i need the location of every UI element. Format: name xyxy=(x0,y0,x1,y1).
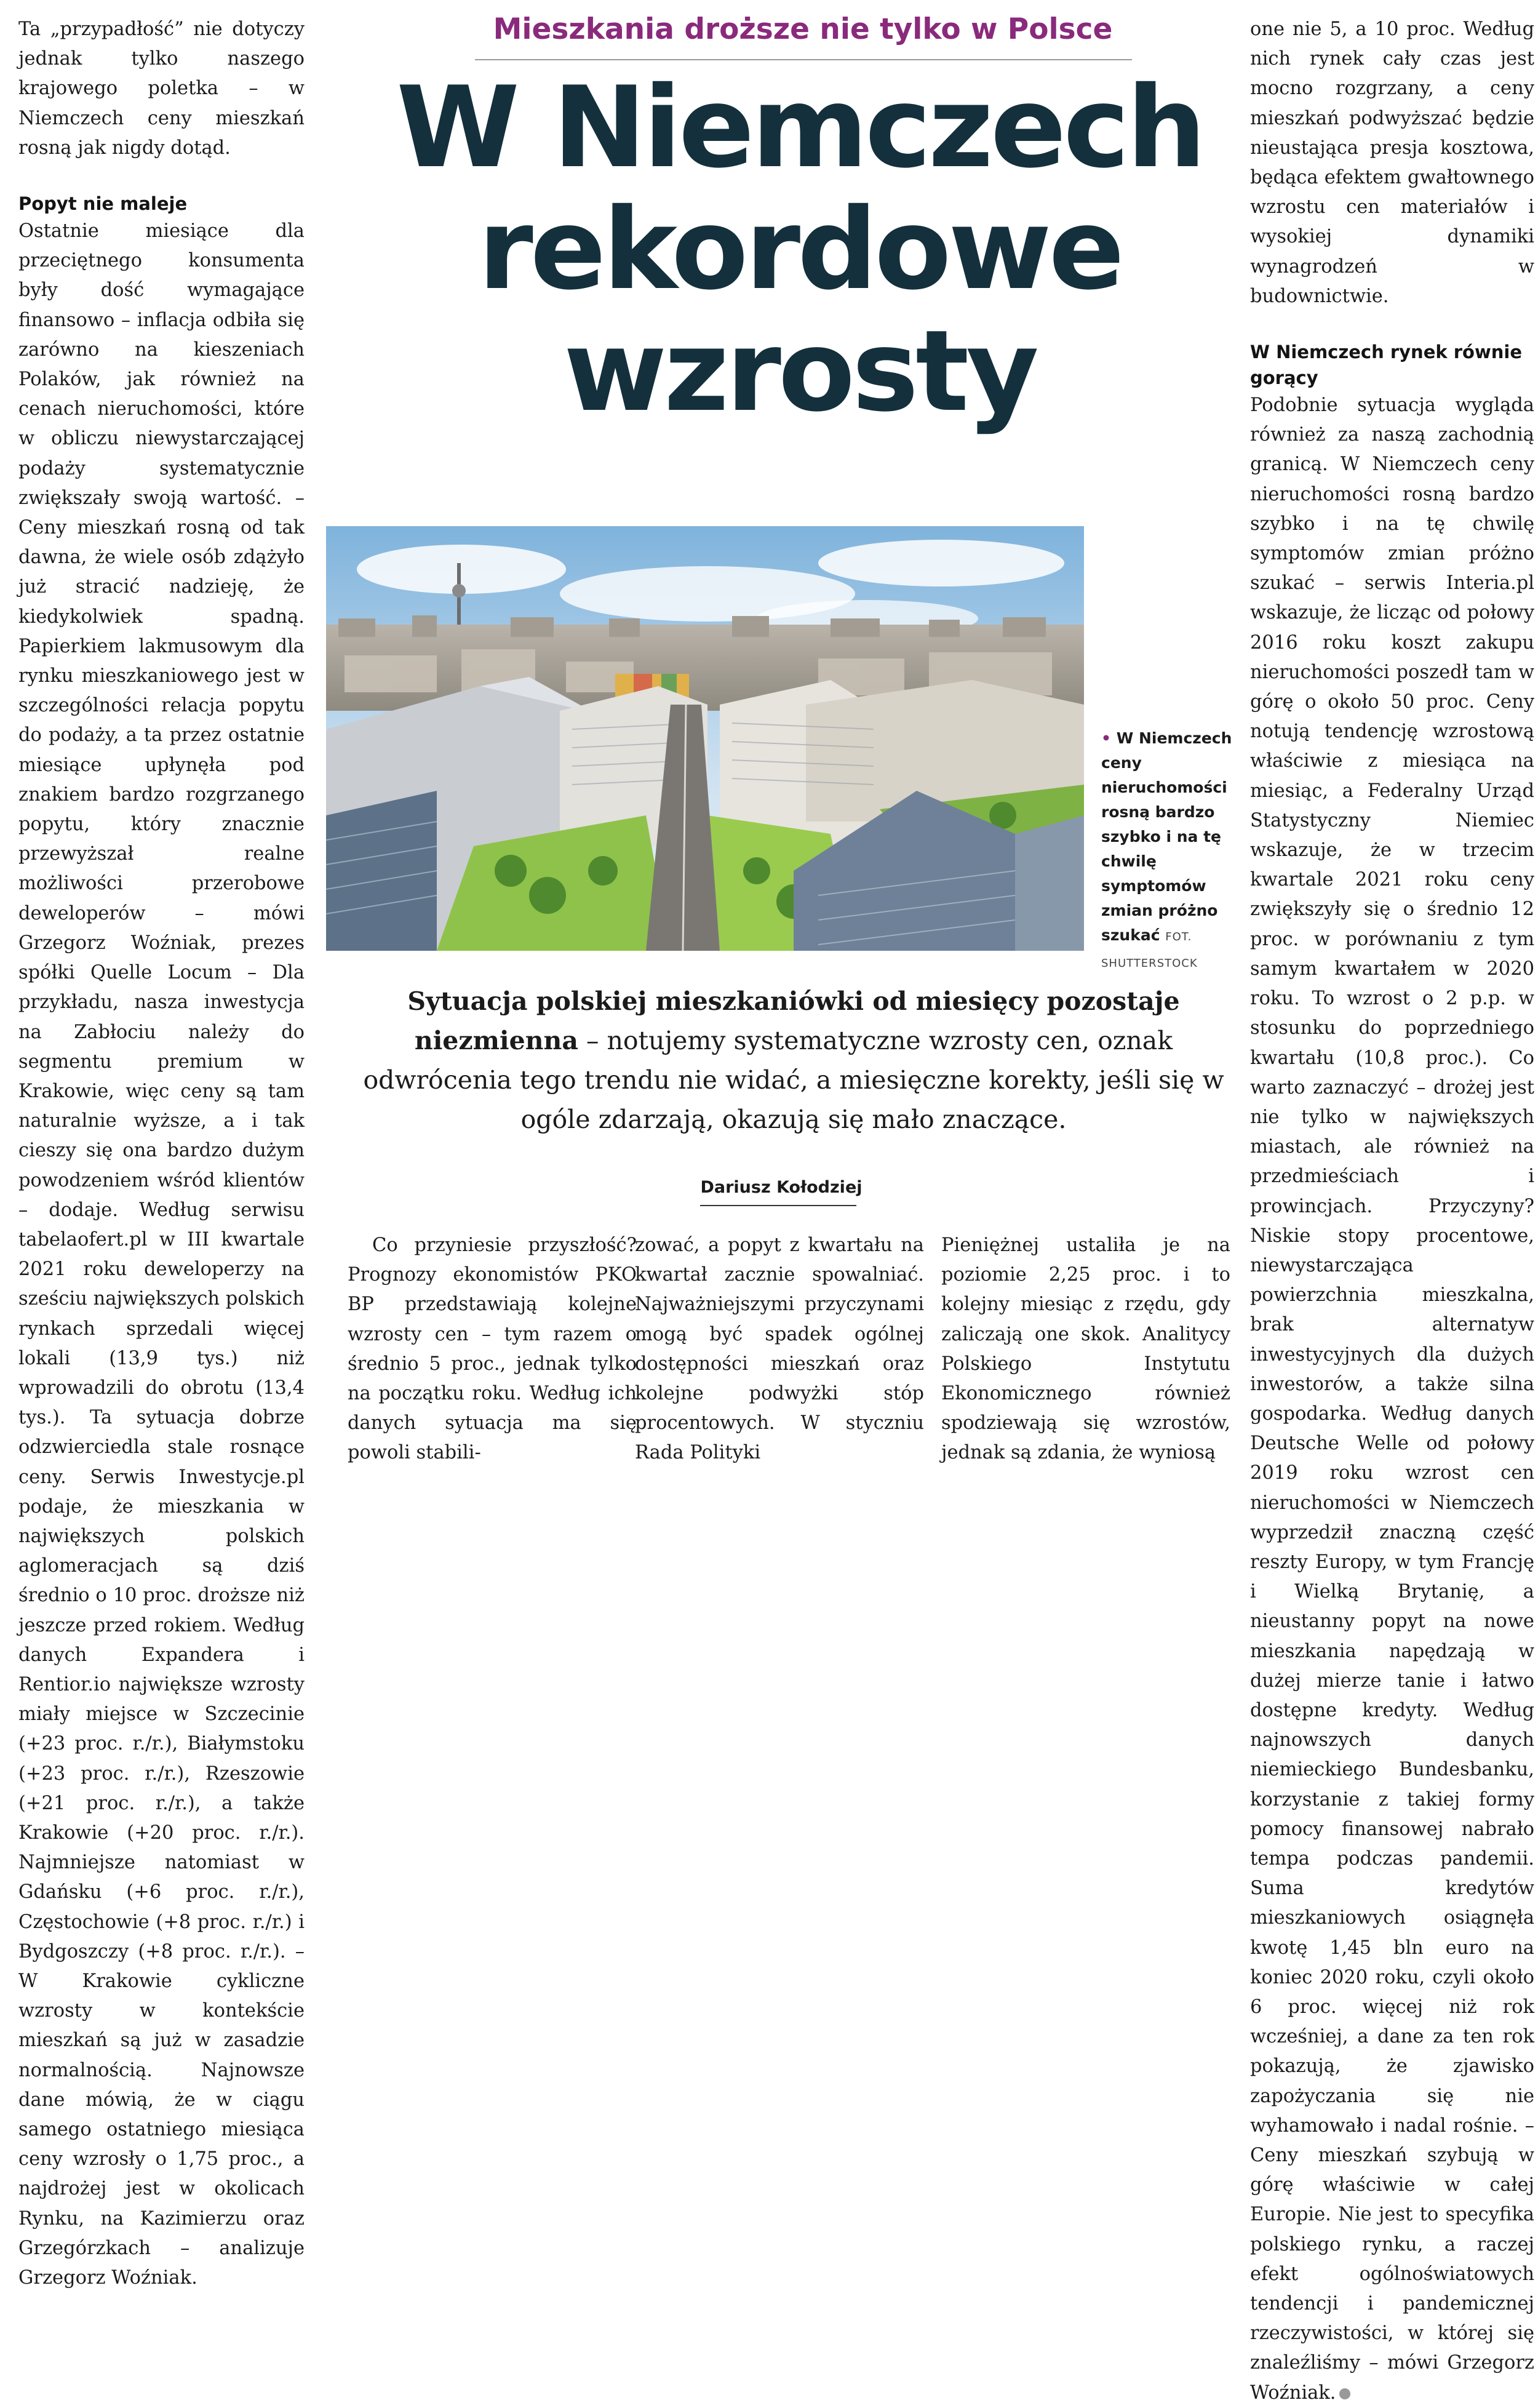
kicker-rule xyxy=(475,59,1132,60)
end-mark-icon xyxy=(1339,2388,1350,2399)
left-intro: Ta „przypadłość” nie dotyczy jednak tylko naszego krajowego poletka – w Niemczech ceny mieszkań rosną jak nigdy dotąd. xyxy=(18,18,305,159)
headline-line-2: rekordowe xyxy=(477,184,1122,314)
bottom-column-3: Pieniężnej ustaliła je na poziomie 2,25 proc. i to kolejny miesiąc z rzędu, gdy zaliczają one skok. Analitycy Polskiego Instytutu Ekonomicznego również spodziewają się wzrostów, jednak są zdania, że wyniosą xyxy=(941,1234,1230,1464)
lead-paragraph xyxy=(351,982,1237,1139)
kicker: Mieszkania droższe nie tylko w Polsce xyxy=(493,12,1113,46)
byline: Dariusz Kołodziej xyxy=(700,1178,863,1197)
caption-text: W Niemczech ceny nieruchomości rosną bardzo szybko i na tę chwilę symptomów zmian próżno szukać xyxy=(1101,729,1232,944)
byline-rule xyxy=(700,1205,856,1206)
bottom-column-2: zować, a popyt z kwartału na kwartał zacznie spowalniać. Najważniejszymi przyczynami mogą być spadek ogólnej dostępności mieszkań oraz kolejne podwyżki stóp procentowych. W styczniu Rada Polityki xyxy=(635,1234,924,1464)
right-column xyxy=(1250,15,1534,2408)
lead-rest: – notujemy systematyczne wzrosty cen, oznak odwrócenia tego trendu nie widać, a miesięczne korekty, jeśli się w ogóle zdarzają, okazują się mało znaczące. xyxy=(363,1026,1224,1134)
bottom-column-1: Co przyniesie przyszłość? Prognozy ekonomistów PKO BP przedstawiają kolejne wzrosty cen – tym razem o średnio 5 proc., jednak tylko na początku roku. Według ich danych sytuacja ma się powoli stabili- xyxy=(348,1234,637,1464)
right-body-text: Podobnie sytuacja wygląda również za naszą zachodnią granicą. W Niemczech ceny nieruchomości rosną bardzo szybko i na tę chwilę symptomów zmian próżno szukać – serwis Interia.pl wskazuje, że licząc od połowy 2016 roku koszt zakupu nieruchomości poszedł tam w górę o około 50 proc. Ceny notują tendencję wzrostową właściwie z miesiąca na miesiąc, a Federalny Urząd Statystyczny Niemiec wskazuje, że w trzecim kwartale 2021 roku ceny zwiększyły się o średnio 12 proc. w porównaniu z tym samym kwartałem w 2020 roku. To wzrost o 2 p.p. w stosunku do poprzedniego kwartału (10,8 proc.). Co warto zaznaczyć – drożej jest nie tylko w największych miastach, ale również na przedmieściach i prowincjach. Przyczyny? Niskie stopy procentowe, niewystarczająca powierzchnia mieszkalna, brak alternatyw inwestycyjnych dla dużych inwestorów, a także silna gospodarka. Według danych Deutsche Welle od połowy 2019 roku wzrost cen nieruchomości w Niemczech wyprzedził znaczną część reszty Europy, w tym Francję i Wielką Brytanię, a nieustanny popyt na nowe mieszkania napędzają w dużej mierze tanie i łatwo dostępne kredyty. Według najnowszych danych niemieckiego Bundesbanku, korzystanie z takiej formy pomocy finansowej nabrało tempa podczas pandemii. Suma kredytów mieszkaniowych osiągnęła kwotę 1,45 bln euro na koniec 2020 roku, czyli około 6 proc. więcej niż rok wcześniej, a dane za ten rok pokazują, że zjawisko zapożyczania się nie wyhamowało i nadal rośnie. – Ceny mieszkań szybują w górę właściwie w całej Europie. Nie jest to specyfika polskiego rynku, a raczej efekt ogólnoświatowych tendencji i pandemicznej rzeczywistości, w której się znaleźliśmy – mówi Grzegorz Woźniak. xyxy=(1250,394,1534,2404)
caption-bullet-icon: • xyxy=(1101,729,1117,747)
left-body: Ostatnie miesiące dla przeciętnego konsumenta były dość wymagające finansowo – inflacja odbiła się zarówno na kieszeniach Polaków, jak również na cenach nieruchomości, które w obliczu niewystarczającej podaży systematycznie zwiększały swoją wartość. – Ceny mieszkań rosną od tak dawna, że wiele osób zdążyło już stracić nadzieję, że kiedykolwiek spadną. Papierkiem lakmusowym dla rynku mieszkaniowego jest w szczególności relacja popytu do podaży, a ta przez ostatnie miesiące upłynęła pod znakiem bardzo rozgrzanego popytu, który znacznie przewyższał realne możliwości przerobowe deweloperów – mówi Grzegorz Woźniak, prezes spółki Quelle Locum – Dla przykładu, nasza inwestycja na Zabłociu należy do segmentu premium w Krakowie, więc ceny są tam naturalnie wyższe, a i tak cieszy się ona bardzo dużym powodzeniem wśród klientów – dodaje. Według serwisu tabelaofert.pl w III kwartale 2021 roku deweloperzy na sześciu największych polskich rynkach sprzedali więcej lokali (13,9 tys.) niż wprowadzili do obrotu (13,4 tys.). Ta sytuacja dobrze odzwierciedla stale rosnące ceny. Serwis Inwestycje.pl podaje, że mieszkania w największych polskich aglomeracjach są dziś średnio o 10 proc. droższe niż jeszcze przed rokiem. Według danych Expandera i Rentior.io największe wzrosty miały miejsce w Szczecinie (+23 proc. r./r.), Białymstoku (+23 proc. r./r.), Rzeszowie (+21 proc. r./r.), a także Krakowie (+20 proc. r./r.). Najmniejsze natomiast w Gdańsku (+6 proc. r./r.), Częstochowie (+8 proc. r./r.) i Bydgoszczy (+8 proc. r./r.). – W Krakowie cykliczne wzrosty w kontekście mieszkań są już w zasadzie normalnością. Najnowsze dane mówią, że w ciągu samego ostatniego miesiąca ceny wzrosły o 1,75 proc., a najdrożej jest w okolicach Rynku, na Kazimierzu oraz Grzegórzkach – analizuje Grzegorz Woźniak. xyxy=(18,220,305,2289)
headline-line-1: W Niemczech xyxy=(396,62,1203,193)
photo-caption xyxy=(1101,726,1246,976)
right-intro: one nie 5, a 10 proc. Według nich rynek cały czas jest mocno rozgrzany, a ceny mieszkań podwyższać będzie nieustająca presja kosztowa, będąca efektem gwałtownego wzrostu cen materiałów i wysokiej dynamiki wynagrodzeń w budownictwie. xyxy=(1250,18,1534,307)
subhead-niemcy: W Niemczech rynek równie gorący xyxy=(1250,342,1523,389)
photo-credit: FOT. SHUTTERSTOCK xyxy=(1101,930,1198,970)
headline xyxy=(345,62,1255,436)
left-column xyxy=(18,15,305,2293)
city-photo xyxy=(326,526,1084,951)
subhead-popyt: Popyt nie maleje xyxy=(18,193,188,215)
right-body xyxy=(1250,391,1534,2408)
headline-line-3: wzrosty xyxy=(564,306,1036,436)
lead-bold: Sytuacja polskiej mieszkaniówki od miesięcy pozostaje niezmienna xyxy=(407,986,1180,1055)
